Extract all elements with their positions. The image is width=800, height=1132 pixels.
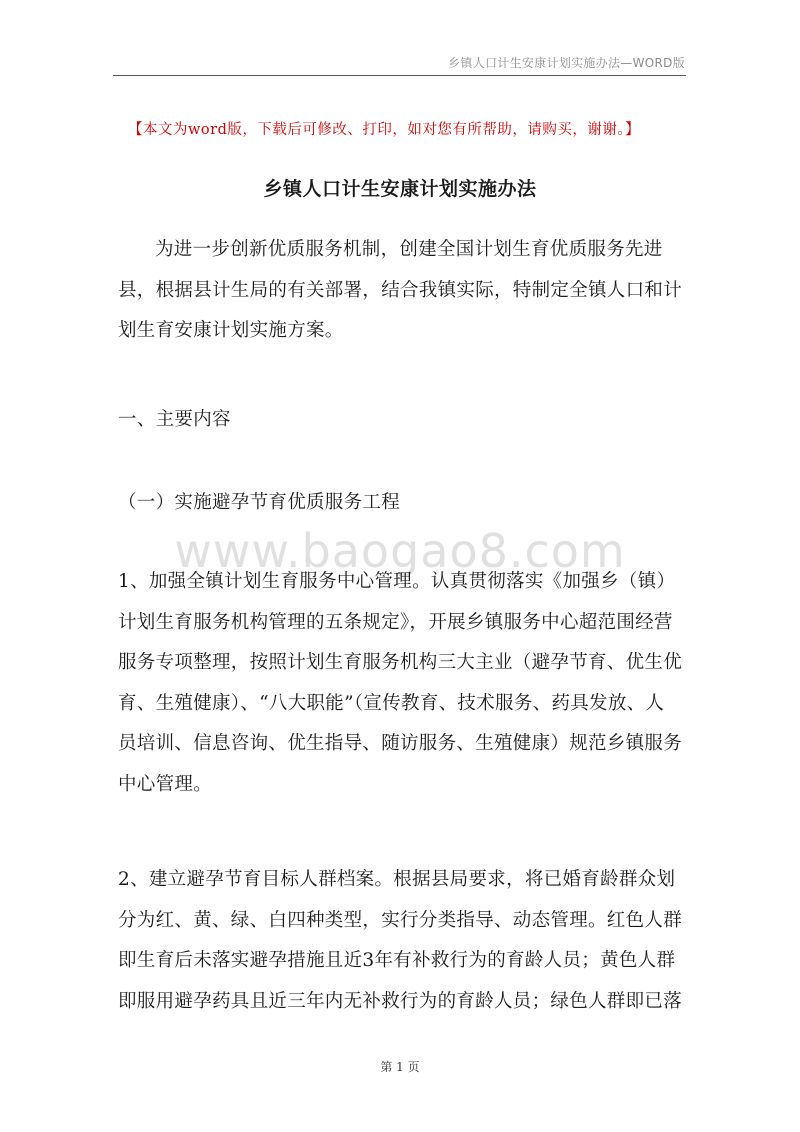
item-2-paragraph [118,860,690,1022]
text-line: 分为红、黄、绿、白四种类型，实行分类指导、动态管理。红色人群 [118,909,683,931]
text-line: 育、生殖健康）、“八大职能”（宣传教育、技术服务、药具发放、人 [118,692,665,714]
text-line: 即服用避孕药具且近三年内无补救行为的育龄人员；绿色人群即已落 [118,990,683,1012]
text-line: 服务专项整理，按照计划生育服务机构三大主业（避孕节育、优生优 [118,652,683,673]
text-line: 2、建立避孕节育目标人群档案。根据县局要求，将已婚育龄群众划 [118,869,676,890]
text-line: 1、加强全镇计划生育服务中心管理。认真贯彻落实《加强乡（镇） [118,571,676,592]
text-line: 计划生育服务机构管理的五条规定》，开展乡镇服务中心超范围经营 [118,611,673,633]
document-title: 乡镇人口计生安康计划实施办法 [263,178,537,200]
text-line: 即生育后未落实避孕措施且近3年有补救行为的育龄人员；黄色人群 [118,950,676,971]
running-header: 乡镇人口计生安康计划实施办法—WORD版 [448,56,685,70]
intro-paragraph [118,230,690,352]
site-watermark: www.baogao8.com [174,524,626,578]
purchase-notice: 【本文为word版，下载后可修改、打印，如对您有所帮助，请购买，谢谢。】 [128,122,641,138]
item-1-paragraph [118,562,690,805]
text-line: 划生育安康计划实施方案。 [118,320,344,341]
page-number: 第 1 页 [380,1060,420,1074]
header-divider [113,75,686,76]
section-heading: 一、主要内容 [118,409,231,430]
text-line: 员培训、信息咨询、优生指导、随访服务、生殖健康）规范乡镇服务 [118,733,683,754]
text-line: 为进一步创新优质服务机制，创建全国计划生育优质服务先进 [155,239,663,260]
text-line: 中心管理。 [118,773,213,795]
subsection-heading: （一）实施避孕节育优质服务工程 [118,492,401,513]
text-line: 县，根据县计生局的有关部署，结合我镇实际，特制定全镇人口和计 [118,279,683,301]
